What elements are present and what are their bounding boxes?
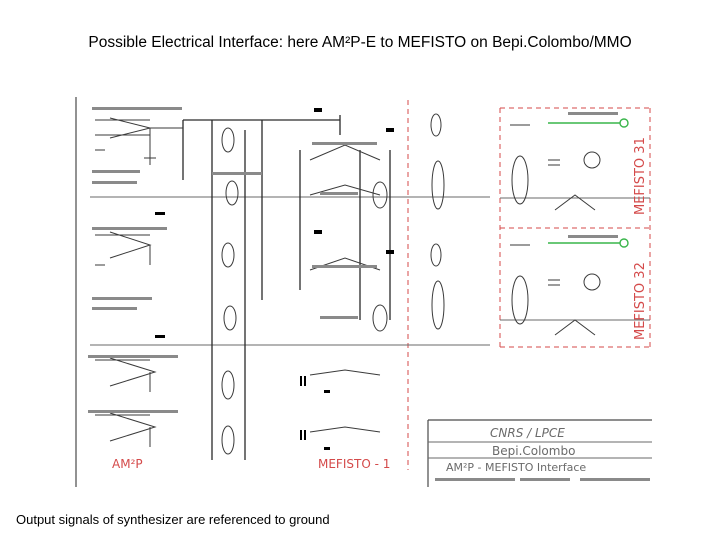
am2p-block-label: AM²P — [112, 457, 143, 471]
channel-1-components — [95, 114, 600, 210]
red-dashed-separators — [408, 100, 650, 470]
mefisto-31-label: MEFISTO 31 — [633, 137, 648, 215]
slide-title: Possible Electrical Interface: here AM²P-E to MEFISTO on Bepi.Colombo/MMO — [88, 34, 632, 51]
slide-caption: Output signals of synthesizer are referenced to ground — [16, 512, 330, 527]
bus-lines — [183, 115, 390, 460]
title-block-subtitle: AM²P - MEFISTO Interface — [446, 461, 587, 474]
fine-print-marks — [88, 107, 650, 481]
synthesizer-outputs — [95, 358, 380, 454]
mefisto-32-label: MEFISTO 32 — [633, 262, 648, 340]
title-block-org: CNRS / LPCE — [490, 426, 565, 440]
section-dividers — [90, 197, 650, 345]
mefisto-1-block-label: MEFISTO - 1 — [318, 457, 391, 471]
green-connectors — [548, 119, 628, 247]
schematic-frame — [76, 97, 652, 487]
title-block-project: Bepi.Colombo — [492, 444, 576, 458]
channel-2-components — [95, 232, 600, 335]
title-block — [428, 426, 652, 474]
terminal-marks — [155, 108, 394, 450]
